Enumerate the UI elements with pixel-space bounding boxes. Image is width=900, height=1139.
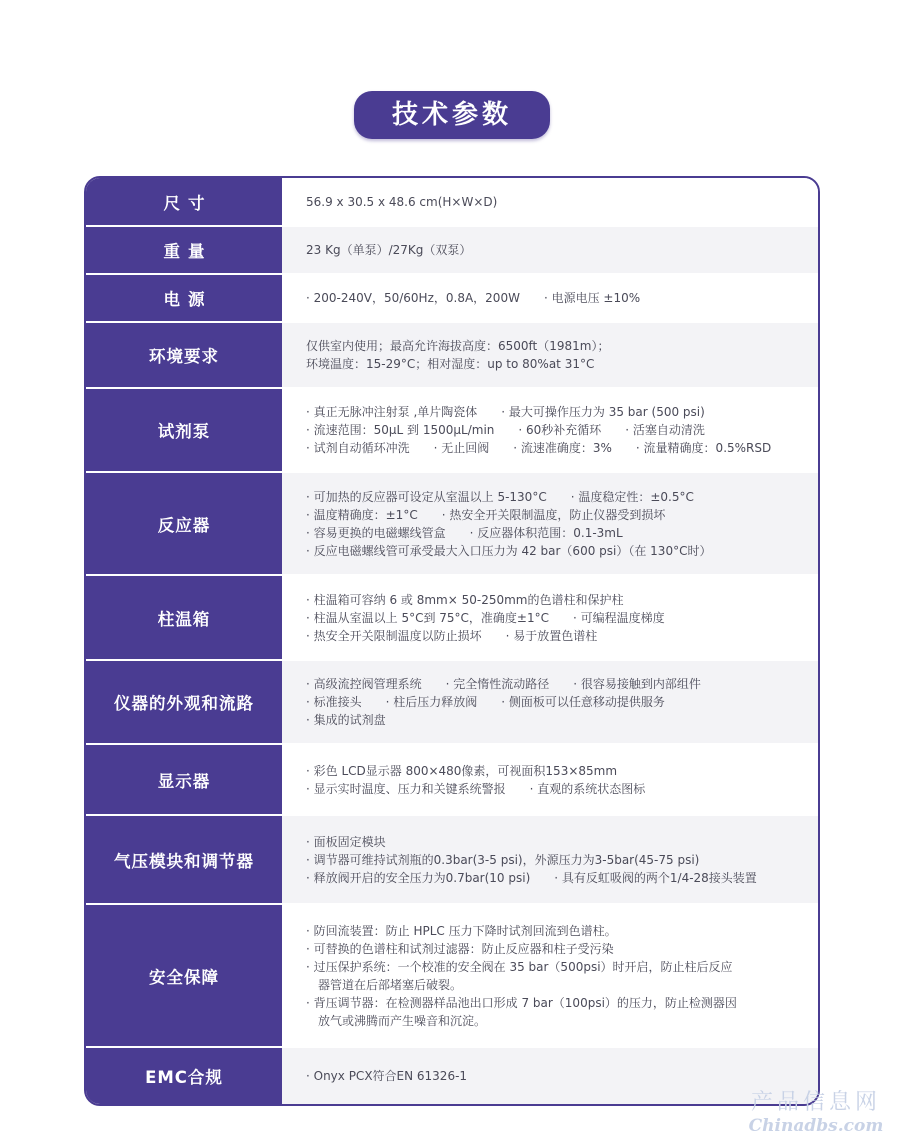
spec-value-line: · 面板固定模块 xyxy=(306,834,386,849)
spec-row xyxy=(86,473,818,576)
spec-label: 显示器 xyxy=(86,745,282,816)
spec-value-line: 放气或沸腾而产生噪音和沉淀。 xyxy=(306,1013,487,1028)
spec-row xyxy=(86,745,818,816)
spec-value-line: · 温度精确度：±1°C · 热安全开关限制温度，防止仪器受到损坏 xyxy=(306,507,666,522)
spec-label: 反应器 xyxy=(86,473,282,576)
spec-value xyxy=(282,178,818,227)
spec-table xyxy=(84,176,820,1106)
spec-row xyxy=(86,389,818,473)
spec-value xyxy=(282,576,818,661)
spec-row xyxy=(86,905,818,1048)
spec-value-line: · 释放阀开启的安全压力为0.7bar(10 psi) · 具有反虹吸阀的两个1/4-28接头装置 xyxy=(306,870,757,885)
spec-value-line: · 集成的试剂盘 xyxy=(306,713,386,727)
spec-value-line: 56.9 x 30.5 x 48.6 cm(H×W×D) xyxy=(306,194,498,209)
spec-value-line: · 柱温箱可容纳 6 或 8mm× 50-250mm的色谱柱和保护柱 xyxy=(306,592,624,607)
spec-value-line: · 热安全开关限制温度以防止损坏 · 易于放置色谱柱 xyxy=(306,628,598,643)
page-title: 技术参数 xyxy=(354,91,550,139)
spec-value xyxy=(282,905,818,1048)
watermark xyxy=(736,1090,896,1138)
spec-value-line: · 彩色 LCD显示器 800×480像素，可视面积153×85mm xyxy=(306,763,618,778)
spec-value xyxy=(282,745,818,816)
spec-value-line: · 防回流装置：防止 HPLC 压力下降时试剂回流到色谱柱。 xyxy=(306,923,617,938)
spec-label: 试剂泵 xyxy=(86,389,282,473)
watermark-en: Chinadbs.com xyxy=(748,1116,884,1136)
spec-row xyxy=(86,275,818,323)
spec-label: 仪器的外观和流路 xyxy=(86,661,282,745)
spec-label: 安全保障 xyxy=(86,905,282,1048)
spec-label: 尺寸 xyxy=(86,178,282,227)
spec-value xyxy=(282,661,818,745)
spec-row xyxy=(86,323,818,389)
spec-value-line: · 试剂自动循环冲洗 · 无止回阀 · 流速准确度：3% · 流量精确度：0.5%RSD xyxy=(306,441,772,455)
spec-row xyxy=(86,227,818,275)
spec-value-line: · 显示实时温度、压力和关键系统警报 · 直观的系统状态图标 xyxy=(306,781,646,796)
spec-value-line: · 可替换的色谱柱和试剂过滤器：防止反应器和柱子受污染 xyxy=(306,941,614,956)
watermark-cn: 产品信息网 xyxy=(750,1090,881,1115)
spec-row xyxy=(86,178,818,227)
spec-value-line: 器管道在后部堵塞后破裂。 xyxy=(306,977,463,992)
spec-label: 重量 xyxy=(86,227,282,275)
spec-value-line: · 高级流控阀管理系统 · 完全惰性流动路径 · 很容易接触到内部组件 xyxy=(306,677,701,691)
spec-value-line: · 背压调节器：在检测器样品池出口形成 7 bar（100psi）的压力，防止检测器因 xyxy=(306,995,737,1010)
spec-label: 柱温箱 xyxy=(86,576,282,661)
spec-value xyxy=(282,389,818,473)
spec-value xyxy=(282,473,818,576)
spec-value xyxy=(282,323,818,389)
spec-value-line: · 标准接头 · 柱后压力释放阀 · 侧面板可以任意移动提供服务 xyxy=(306,695,665,709)
spec-value-line: · 可加热的反应器可设定从室温以上 5-130°C · 温度稳定性：±0.5°C xyxy=(306,489,694,504)
spec-value-line: · Onyx PCX符合EN 61326-1 xyxy=(306,1069,468,1083)
spec-row xyxy=(86,576,818,661)
spec-value-line: 环境温度：15-29°C；相对湿度：up to 80%at 31°C xyxy=(306,357,595,371)
spec-value-line: · 200-240V，50/60Hz，0.8A，200W · 电源电压 ±10% xyxy=(306,291,641,305)
spec-label: 电源 xyxy=(86,275,282,323)
spec-row xyxy=(86,816,818,905)
spec-value xyxy=(282,275,818,323)
spec-label: 环境要求 xyxy=(86,323,282,389)
spec-row xyxy=(86,661,818,745)
spec-value xyxy=(282,227,818,275)
spec-value-line: 23 Kg（单泵）/27Kg（双泵） xyxy=(306,243,472,257)
spec-value xyxy=(282,816,818,905)
spec-value-line: · 调节器可维持试剂瓶的0.3bar(3-5 psi)，外源压力为3-5bar(45-75 psi) xyxy=(306,852,700,867)
spec-value-line: · 柱温从室温以上 5°C到 75°C，准确度±1°C · 可编程温度梯度 xyxy=(306,610,665,625)
spec-value-line: · 流速范围：50μL 到 1500μL/min · 60秒补充循环 · 活塞自动清洗 xyxy=(306,423,705,437)
spec-value-line: · 容易更换的电磁螺线管盒 · 反应器体积范围：0.1-3mL xyxy=(306,525,623,540)
spec-value-line: · 过压保护系统：一个校准的安全阀在 35 bar（500psi）时开启，防止柱后反应 xyxy=(306,959,733,974)
spec-label: 气压模块和调节器 xyxy=(86,816,282,905)
spec-row xyxy=(86,1048,818,1104)
spec-label: EMC合规 xyxy=(86,1048,282,1104)
spec-value-line: · 真正无脉冲注射泵 ,单片陶瓷体 · 最大可操作压力为 35 bar (500 psi) xyxy=(306,405,705,419)
spec-value-line: 仅供室内使用；最高允许海拔高度：6500ft（1981m）； xyxy=(306,339,610,353)
spec-value-line: · 反应电磁螺线管可承受最大入口压力为 42 bar（600 psi）（在 130°C时） xyxy=(306,543,712,558)
